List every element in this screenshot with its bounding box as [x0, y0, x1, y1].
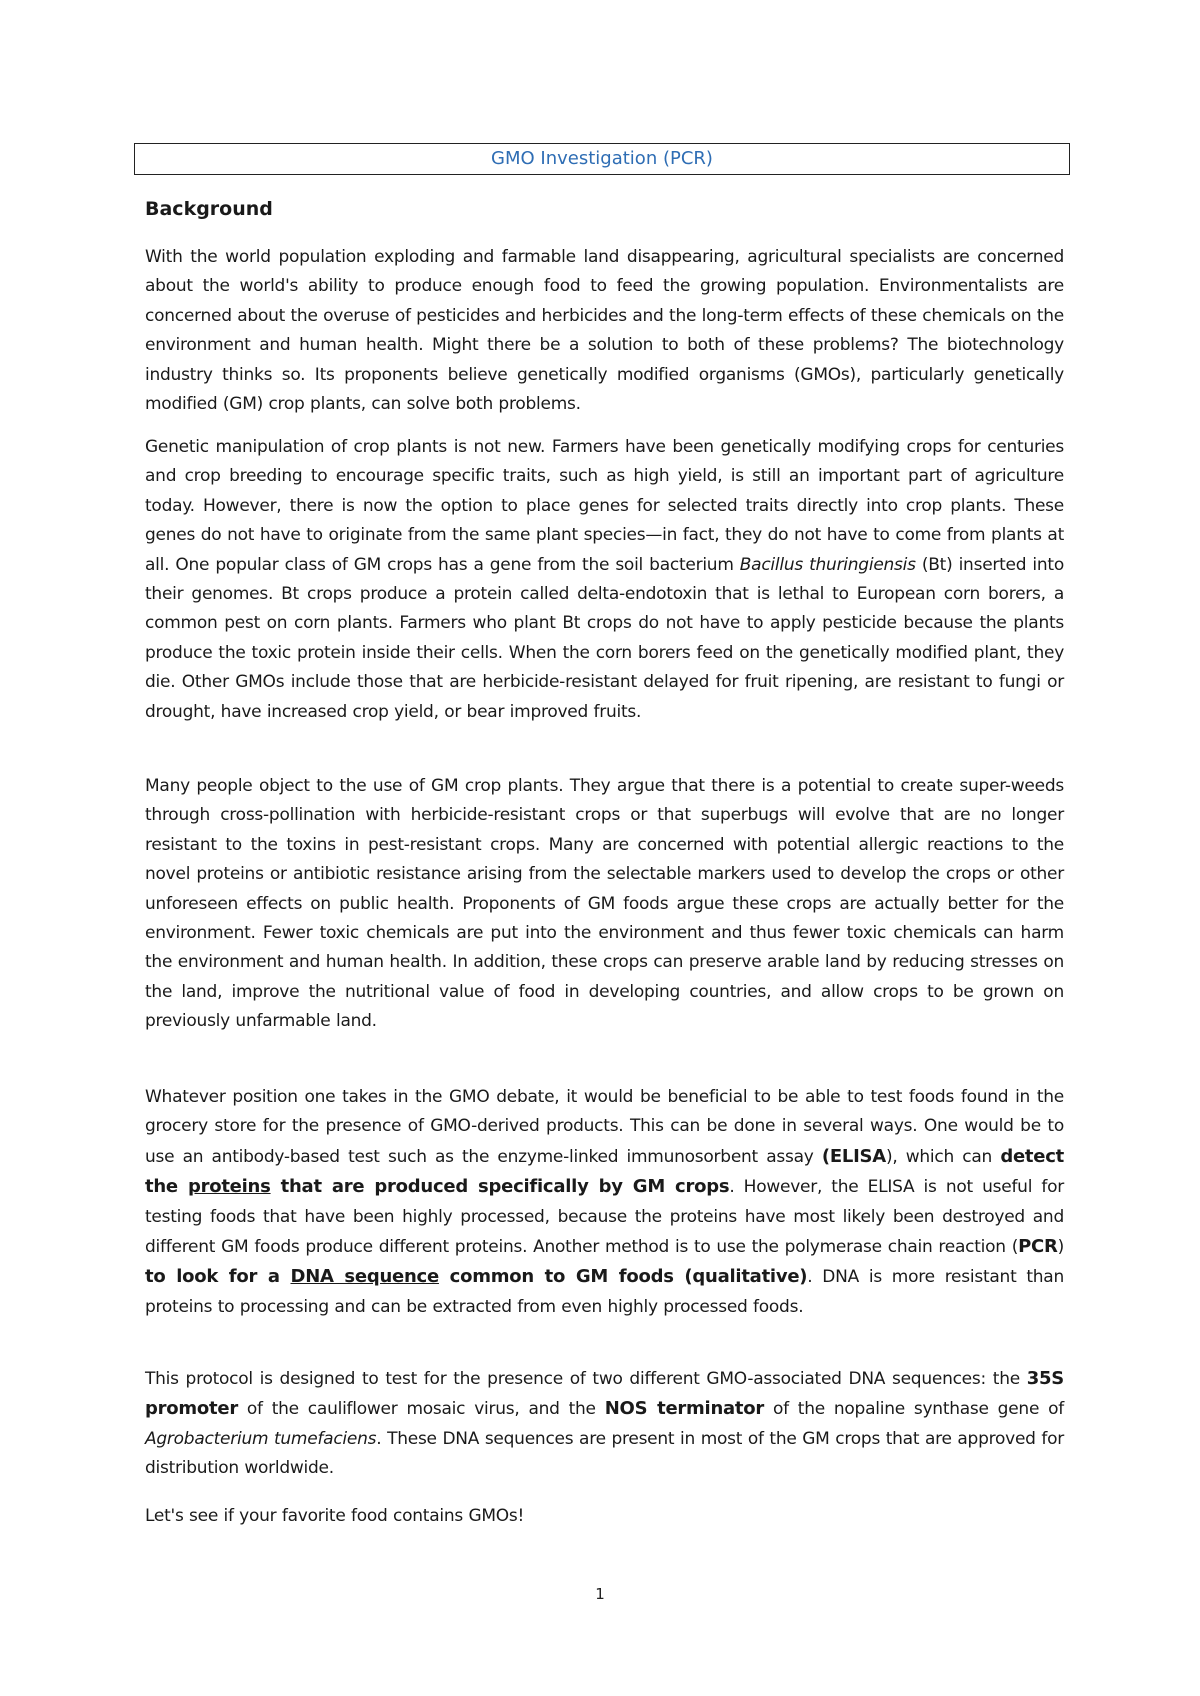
page-number: 1: [595, 1585, 605, 1603]
paragraph-6: Let's see if your favorite food contains GMOs!: [145, 1506, 525, 1526]
paragraph-5-text-d: . These DNA sequences are present in most of the GM crops that are approved for distribution worldwide.: [145, 1428, 1064, 1479]
elisa-close-text: ), which can: [885, 1146, 1001, 1167]
elisa-term: ELISA: [829, 1145, 886, 1167]
paragraph-2-text-a: Genetic manipulation of crop plants is not new. Farmers have been genetically modifying crops for centuries and crop breeding to encourage specific traits, such as high yield, is still an important part of agriculture today. However, there is now the option to place genes for selected traits directly into crop plants. These genes do not have to originate from the same plant species—in fact, they do not have to come from plants at all. One popular class of GM crops has a gene from the soil bacterium: [145, 437, 1064, 575]
elisa-open-paren: (: [821, 1145, 830, 1167]
agrobacterium-name: Agrobacterium tumefaciens: [145, 1428, 377, 1449]
terminator-term: NOS terminator: [604, 1398, 765, 1420]
paragraph-4-text-d: . DNA is more resistant than proteins to processing and can be extracted from even highly processed foods.: [145, 1267, 1064, 1317]
document-title: GMO Investigation (PCR): [134, 143, 1070, 175]
proteins-term: proteins: [187, 1176, 271, 1198]
paragraph-4-text-c: ): [1057, 1237, 1064, 1258]
paragraph-2: [145, 433, 1064, 727]
dna-sequence-term: DNA sequence: [290, 1266, 439, 1288]
paragraph-4: [145, 1083, 1064, 1322]
promoter-term: 35S promoter: [145, 1368, 1064, 1420]
paragraph-5-text-a: This protocol is designed to test for the presence of two different GMO-associated DNA sequences: the: [145, 1369, 1027, 1389]
paragraph-3: Many people object to the use of GM crop plants. They argue that there is a potential to create super-weeds through cross-pollination with herbicide-resistant crops or that superbugs will evolve that are no longer resistant to the toxins in pest-resistant crops. Many are concerned with potential allergic reactions to the novel proteins or antibiotic resistance arising from the selectable markers used to develop the crops or other unforeseen effects on public health. Proponents of GM foods argue these crops are actually better for the environment. Fewer toxic chemicals are put into the environment and thus fewer toxic chemicals can harm the environment and human health. In addition, these crops can preserve arable land by reducing stresses on the land, improve the nutritional value of food in developing countries, and allow crops to be grown on previously unfarmable land.: [145, 776, 1064, 1032]
detect-phrase-start: detect the: [145, 1145, 1064, 1198]
detect-phrase-end: that are produced specifically by GM crops: [270, 1176, 730, 1198]
look-phrase-end: common to GM foods (qualitative): [438, 1266, 808, 1288]
paragraph-4-text-a: Whatever position one takes in the GMO debate, it would be beneficial to be able to test foods found in the grocery store for the presence of GMO-derived products. This can be done in several ways. One would be to use an antibody-based test such as the enzyme-linked immunosorbent assay: [145, 1087, 1064, 1167]
bacillus-name: Bacillus thuringiensis: [739, 554, 916, 575]
paragraph-1: With the world population exploding and farmable land disappearing, agricultural specialists are concerned about the world's ability to produce enough food to feed the growing population. Environmentalists are concerned about the overuse of pesticides and herbicides and the long-term effects of these chemicals on the environment and human health. Might there be a solution to both of these problems? The biotechnology industry thinks so. Its proponents believe genetically modified organisms (GMOs), particularly genetically modified (GM) crop plants, can solve both problems.: [145, 247, 1064, 415]
pcr-term: PCR: [1018, 1236, 1058, 1258]
paragraph-4-text-b: . However, the ELISA is not useful for testing foods that have been highly processed, because the proteins have most likely been destroyed and different GM foods produce different proteins. Another method is to use the polymerase chain reaction (: [145, 1177, 1064, 1258]
paragraph-5: [145, 1364, 1064, 1484]
section-heading-background: Background: [145, 198, 273, 220]
paragraph-5-text-c: of the nopaline synthase gene of: [764, 1399, 1064, 1420]
look-phrase-start: to look for a: [145, 1266, 291, 1288]
paragraph-5-text-b: of the cauliflower mosaic virus, and the: [237, 1399, 605, 1420]
paragraph-2-text-b: (Bt) inserted into their genomes. Bt crops produce a protein called delta-endotoxin that is lethal to European corn borers, a common pest on corn plants. Farmers who plant Bt crops do not have to apply pesticide because the plants produce the toxic protein inside their cells. When the corn borers feed on the genetically modified plant, they die. Other GMOs include those that are herbicide-resistant delayed for fruit ripening, are resistant to fungi or drought, have increased crop yield, or bear improved fruits.: [145, 554, 1064, 722]
